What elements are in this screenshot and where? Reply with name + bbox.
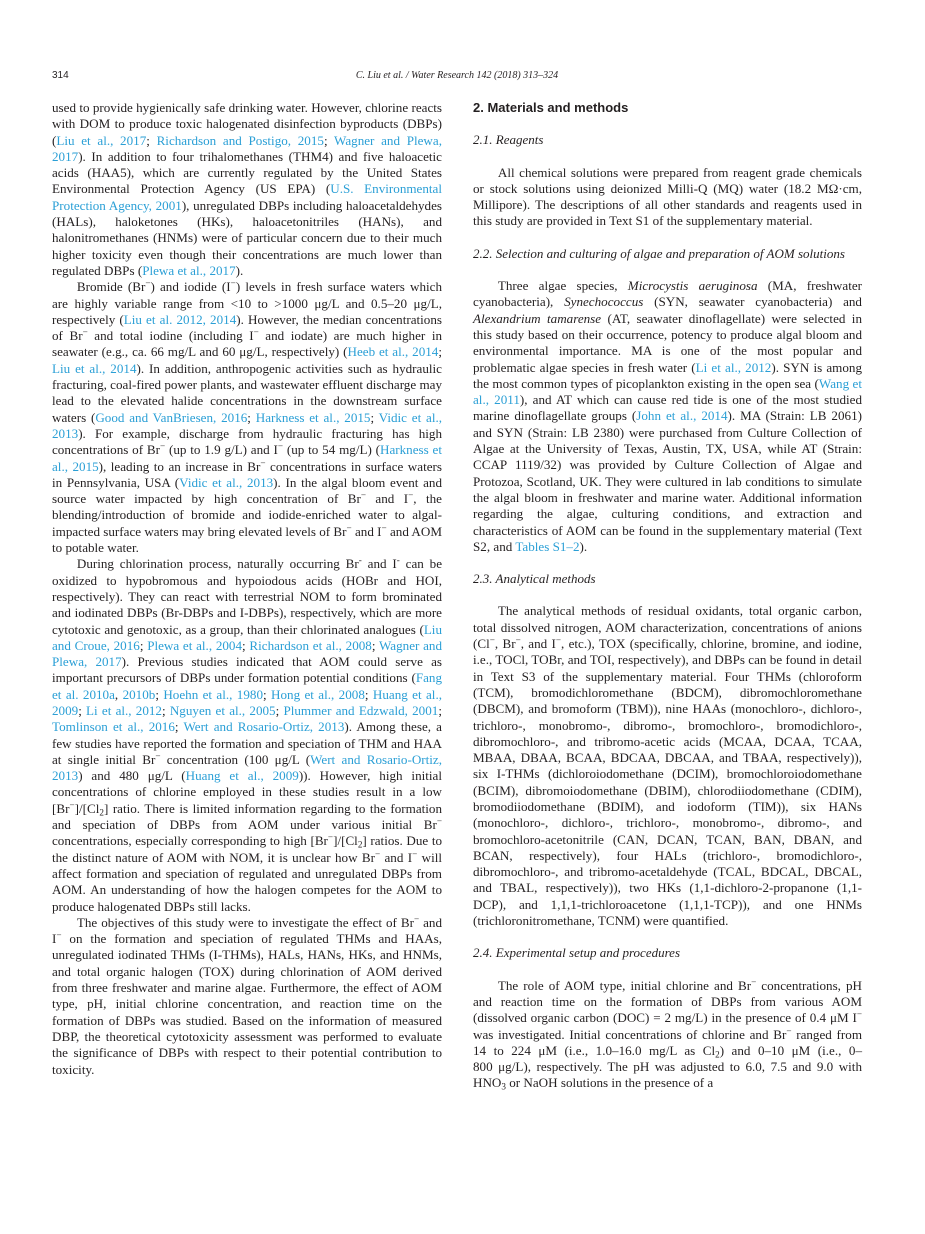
text-run: ; (323, 132, 335, 148)
text-run: ). In the algal bloom event and source water impacted by high concentration of Br (52, 474, 442, 507)
text-run: ; (161, 702, 170, 718)
text-run: ), unregulated DBPs including haloacetaldehydes (HALs), haloketones (HKs), haloacetonitriles (HANs), and halonitromethanes (HNMs) were of particular concern due to their much higher toxicity even though their concentrations are much lower than regulated DBPs ( (52, 197, 442, 278)
text-run: on the formation and speciation of regulated THMs and HAAs, unregulated iodinated THMs (I-THMs), HALs, HANs, HKs, and HNMs, and total organic halogen (TOX) during chlorination of AOM derived from three freshwater and marine algae. Furthermore, the effect of AOM type, pH, initial chlorine concentration, and reaction time on the formation of DBPs was studied. Based on the information of measured DBP, the theoretical cytotoxicity assessment was performed to evaluate the significance of DBPs with respect to their potential contribution to toxicity. (52, 931, 442, 1077)
text-run: , etc.), TOX (specifically, chlorine, bromine, and iodine, i.e., TOCl, TOBr, and TOI, respectively), and DBPs can be found in detail in Text S3 of the supplementary material. Four THMs (chloroform (TCM), bromodichloromethane (BDCM), dibromochloromethane (DBCM), and bromoform (TBM)), nine HAAs (monochloro-, dichloro-, trichloro-, monobromo-, dibromo-, bromochloro-, bromodichloro-, dibromochloro-, and tribromo-acetic acids (MCAA, DCAA, TCAA, MBAA, DBAA, BCAA, BDCAA, DBCAA, and TBAA, respectively)), six I-THMs (dichloroiodomethane (DCIM), bromochloroiodomethane (BCIM), dibromoiodomethane (DBIM), chlorodiiodomethane (CDIM), bromodiiodomethane (BDIM), and iodoform (TIM)), six HANs (monochloro-, dichloro-, trichloro-, monobromo-, dibromo-, and bromochloro-acetonitrile (CAN, DCAN, TCAN, BAN, DBAN, and BCAN, respectively), four HALs (trichloro-, bromodichloro-, dibromochloro-, and tribromo-acetaldehyde (TCAL, BDCAL, DBCAL, and TBAL, respectively)), two HKs (1,1-dichloro-2-propanone (1,1-DCP), and 1,1,1-trichloroacetone (1,1,1-TCP)), and one HNMs (trichloronitromethane, TCNM) were quantified. (473, 636, 862, 929)
text-run: ). (579, 538, 588, 554)
paragraph (52, 100, 442, 279)
citation-link[interactable]: Huang et al., 2009 (52, 686, 442, 718)
text-run: and iodate) are much higher in seawater (e.g., ca. 66 mg/L and 60 μg/L, respectively) ( (52, 328, 443, 360)
superscript: − (381, 522, 387, 533)
superscript: - (358, 555, 362, 566)
text-run: and total iodine (including I (87, 328, 254, 344)
citation-link[interactable]: U.S. Environmental Protection Agency, 2001 (52, 181, 443, 213)
text-run: ]/[Cl (74, 800, 100, 816)
superscript: − (260, 457, 266, 468)
superscript: − (751, 976, 757, 987)
text-run: , and I (520, 636, 556, 652)
paragraph (473, 978, 862, 1092)
citation-link[interactable]: Heeb et al., 2014 (347, 344, 439, 360)
italic-text: Microcystis aeruginosa (627, 278, 758, 294)
citation-link[interactable]: Hong et al., 2008 (271, 686, 365, 702)
text-run: and AOM to potable water. (52, 523, 442, 556)
text-run: ). Among these, a few studies have reported the formation and speciation of THM and HAA at single initial Br (52, 719, 442, 767)
text-run: ; (364, 686, 373, 702)
text-run: (up to 54 mg/L) ( (283, 442, 380, 458)
subsection-heading: 2.2. Selection and culturing of algae and preparation of AOM solutions (473, 245, 845, 261)
text-run: ; (155, 686, 164, 702)
text-run: ; (438, 702, 442, 718)
text-run: ). MA (Strain: LB 2061) and SYN (Strain: LB 2380) were purchased from Culture Collection of Algae at the University of Texas, Austin, TX, USA, while AT (Strain: CCAP 1119/32) was provided by Culture Collection of Algae and Protozoa, Scotland, UK. They were cultured in lab conditions to simulate the algal bloom in freshwater and marine water. Additional information regarding the algae, culturing conditions, and extraction and characteristics of AOM can be found in the supplementary material (Text S2, and (473, 408, 862, 554)
citation-link[interactable]: Plewa et al., 2017 (142, 262, 236, 278)
text-run: ; (438, 344, 442, 360)
citation-link[interactable]: Li et al., 2012 (86, 702, 162, 718)
text-run: All chemical solutions were prepared from reagent grade chemicals or stock solutions using deionized Milli-Q (MQ) water (18.2 MΩ·cm, Millipore). The descriptions of all other standards and reagents used in this study are provided in Text S1 of the supplementary material. (473, 164, 862, 229)
journal-citation: C. Liu et al. / Water Research 142 (2018) 313–324 (355, 70, 559, 81)
text-run: ; (263, 686, 272, 702)
paragraph (473, 278, 862, 555)
citation-link[interactable]: Harkness et al., 2015 (255, 409, 371, 425)
superscript: − (160, 441, 166, 452)
citation-link[interactable]: Plewa et al., 2004 (147, 637, 243, 653)
citation-link[interactable]: Wagner and Plewa, 2017 (52, 637, 443, 670)
superscript: − (346, 522, 352, 533)
text-run: ). However, the median concentrations of Br (52, 311, 442, 344)
citation-link[interactable]: Plummer and Edzwald, 2001 (283, 702, 439, 718)
citation-link[interactable]: John et al., 2014 (636, 408, 728, 424)
superscript: − (253, 327, 259, 338)
text-run: ; (370, 409, 379, 425)
text-run: Bromide (Br (76, 279, 146, 295)
text-run: ; (78, 702, 87, 718)
superscript: − (412, 848, 418, 859)
citation-link[interactable]: Liu et al. 2012, 2014 (123, 311, 237, 327)
citation-link[interactable]: Liu and Croue, 2016 (52, 621, 442, 653)
text-run: During chlorination process, naturally occurring Br (76, 556, 359, 572)
text-run: , (114, 686, 123, 702)
subsection-heading: 2.1. Reagents (473, 132, 544, 148)
citation-link[interactable]: Li et al., 2012 (695, 359, 772, 375)
citation-link[interactable]: Hoehn et al., 1980 (163, 686, 263, 702)
citation-link[interactable]: Harkness et al., 2015 (52, 442, 442, 474)
text-run: and I (366, 491, 409, 507)
superscript: − (856, 1009, 862, 1020)
text-run: , Br (494, 636, 516, 652)
text-run: ] ratio. There is limited information regarding to the formation and speciation of DBPs from AOM under various initial Br (52, 800, 442, 833)
superscript: − (360, 490, 366, 501)
italic-text: Synechococcus (564, 294, 644, 310)
paragraph (52, 279, 442, 556)
subscript: 2 (99, 807, 104, 818)
subsection-heading: 2.3. Analytical methods (473, 571, 596, 587)
text-run: ) and 0–10 μM (i.e., 0–800 μg/L), respectively. The pH was adjusted to 6.0, 7.5 and 9.0 with HNO (473, 1042, 862, 1091)
superscript: − (786, 1025, 792, 1036)
text-run: ). For example, discharge from hydraulic fracturing has high concentrations of Br (52, 425, 442, 458)
text-run: Three algae species, (497, 278, 628, 294)
text-run: ). In addition to four trihalomethanes (THM4) and five haloacetic acids (HAA5), which are currently regulated by the United States Environmental Protection Agency (US EPA) ( (52, 148, 442, 197)
text-run: ]/[Cl (333, 833, 358, 849)
text-run: ). (235, 262, 244, 278)
text-run: ) and 480 μg/L ( (78, 768, 186, 784)
paragraph (52, 556, 442, 915)
left-column (52, 100, 442, 1078)
text-run: ; (371, 637, 379, 653)
superscript: − (277, 441, 284, 452)
subscript: 2 (715, 1049, 720, 1060)
text-run: ; (275, 702, 284, 718)
text-run: (up to 1.9 g/L) and I (165, 442, 278, 458)
text-run: ; (139, 637, 148, 653)
citation-link[interactable]: Tables S1–2 (515, 538, 580, 554)
text-run: was investigated. Initial concentrations of chlorine and Br (473, 1026, 787, 1042)
subsection-heading: 2.4. Experimental setup and procedures (473, 945, 680, 961)
text-run: (SYN, seawater cyanobacteria) and (643, 294, 862, 310)
right-column (473, 100, 862, 1092)
citation-link[interactable]: Vidic et al., 2013 (179, 474, 274, 490)
text-run: and I (351, 523, 382, 539)
superscript: − (69, 799, 75, 810)
paragraph (473, 165, 862, 230)
running-header (52, 70, 862, 86)
text-run: ; (174, 719, 184, 735)
superscript: − (555, 634, 562, 645)
superscript: − (408, 490, 414, 501)
text-run: ), and AT which can cause red tide is one of the most studied marine dinoflagellate groups ( (473, 392, 862, 424)
text-run: and I (380, 849, 413, 865)
paragraph (473, 603, 862, 929)
text-run: concentration (100 μg/L ( (160, 751, 311, 767)
citation-link[interactable]: Wagner and Plewa, 2017 (52, 132, 442, 164)
text-run: )). However, high initial concentrations of chlorine employed in these studies result in a low [Br (52, 768, 442, 816)
text-run: ) and iodide (I (150, 279, 231, 295)
paragraph (52, 915, 442, 1078)
text-run: ). SYN is among the most common types of picoplankton existing in the open sea ( (473, 359, 862, 391)
superscript: − (145, 278, 151, 289)
subscript: 2 (357, 839, 363, 850)
italic-text: Alexandrium tamarense (473, 310, 602, 326)
text-run: concentrations, especially corresponding to high [Br (52, 833, 328, 849)
text-run: ; (242, 637, 250, 653)
citation-link[interactable]: Liu et al., 2017 (56, 132, 147, 148)
section-heading: 2. Materials and methods (473, 100, 629, 115)
text-run: can be oxidized to hypobromous and hypoiodous acids (HOBr and HOI, respectively). They can react with terrestrial NOM to form brominated and iodinated DBPs (Br-DBPs and I-DBPs), respectively, which are more cytotoxic and genotoxic, as a group, than their chlorinated analogues ( (52, 556, 443, 637)
text-run: or NaOH solutions in the presence of a (505, 1075, 714, 1091)
citation-link[interactable]: Tomlinson et al., 2016 (52, 719, 175, 735)
text-run: The objectives of this study were to investigate the effect of Br (76, 914, 414, 930)
superscript: − (230, 278, 236, 289)
text-run: (AT, seawater dinoflagellate) were selected in this study based on their occurrence, potency to produce algal bloom and environmental importance. MA is one of the most popular and problematic algae species in fresh water ( (473, 310, 862, 375)
superscript: − (436, 816, 442, 827)
citation-link[interactable]: Huang et al., 2009 (185, 768, 299, 784)
text-run: ] ratios. Due to the distinct nature of AOM with NOM, it is unclear how Br (52, 833, 442, 865)
text-run: concentrations in surface waters in Pennsylvania, USA ( (52, 458, 442, 490)
superscript: − (327, 832, 334, 843)
text-run: used to provide hygienically safe drinking water. However, chlorine reacts with DOM to produce toxic halogenated disinfection byproducts (DBPs) ( (52, 100, 442, 148)
superscript: − (374, 848, 381, 859)
text-run: will affect formation and speciation of regulated and unregulated DBPs from AOM. An understanding of how the halogen competes for the AOM to produce halogenated DBPs still lacks. (52, 849, 442, 914)
text-run: and I (361, 556, 397, 572)
superscript: − (515, 634, 521, 645)
superscript: − (155, 750, 161, 761)
text-run: The role of AOM type, initial chlorine and Br (497, 977, 752, 993)
superscript: - (396, 555, 400, 566)
text-run: ranged from 14 to 224 μM (i.e., 1.0–16.0 mg/L as Cl (473, 1026, 863, 1058)
citation-link[interactable]: 2010b (122, 686, 156, 702)
citation-link[interactable]: Good and VanBriesen, 2016 (95, 409, 248, 425)
citation-link[interactable]: Richardson and Postigo, 2015 (156, 132, 324, 148)
citation-link[interactable]: Nguyen et al., 2005 (169, 702, 276, 718)
text-run: ; (247, 409, 256, 425)
text-run: The analytical methods of residual oxidants, total organic carbon, total dissolved nitrogen, AOM characterization, concentrations of anions (Cl (473, 603, 862, 652)
subscript: 3 (501, 1081, 506, 1092)
citation-link[interactable]: Wang et al., 2011 (473, 375, 862, 408)
superscript: − (82, 327, 88, 338)
text-run: ) levels in fresh surface waters which are highly variable range from <10 to >1000 μg/L and 0.5–20 μg/L, respectively ( (52, 279, 442, 327)
citation-link[interactable]: Richardson et al., 2008 (249, 637, 372, 653)
citation-link[interactable]: Wert and Rosario-Ortiz, 2013 (52, 751, 442, 784)
text-run: , the blending/introduction of bromide and iodide-enriched water to algal-impacted surface waters may bring elevated levels of Br (52, 491, 442, 539)
text-run: ; (146, 132, 157, 148)
superscript: − (489, 634, 495, 645)
superscript: − (413, 913, 420, 924)
text-run: ). Previous studies indicated that AOM could serve as important precursors of DBPs under formation potential conditions ( (52, 654, 442, 686)
superscript: − (56, 930, 62, 941)
text-run: (MA, freshwater cyanobacteria), (473, 278, 862, 310)
text-run: concentrations, pH and reaction time on the formation of DBPs from various AOM (dissolved organic carbon (DOC) = 2 mg/L) in the presence of 0.4 μM I (473, 977, 862, 1026)
citation-link[interactable]: Vidic et al., 2013 (52, 409, 443, 441)
text-run: ). In addition, anthropogenic activities such as hydraulic fracturing, coal-fired power plants, and wastewater effluent discharge may lead to the elevated halide concentrations in the downstream surface waters ( (52, 360, 442, 425)
citation-link[interactable]: Liu et al., 2014 (52, 360, 137, 376)
text-run: ), leading to an increase in Br (98, 458, 261, 474)
page-number: 314 (52, 70, 69, 81)
text-run: and I (52, 914, 442, 947)
citation-link[interactable]: Fang et al. 2010a (52, 670, 442, 702)
citation-link[interactable]: Wert and Rosario-Ortiz, 2013 (183, 719, 345, 735)
